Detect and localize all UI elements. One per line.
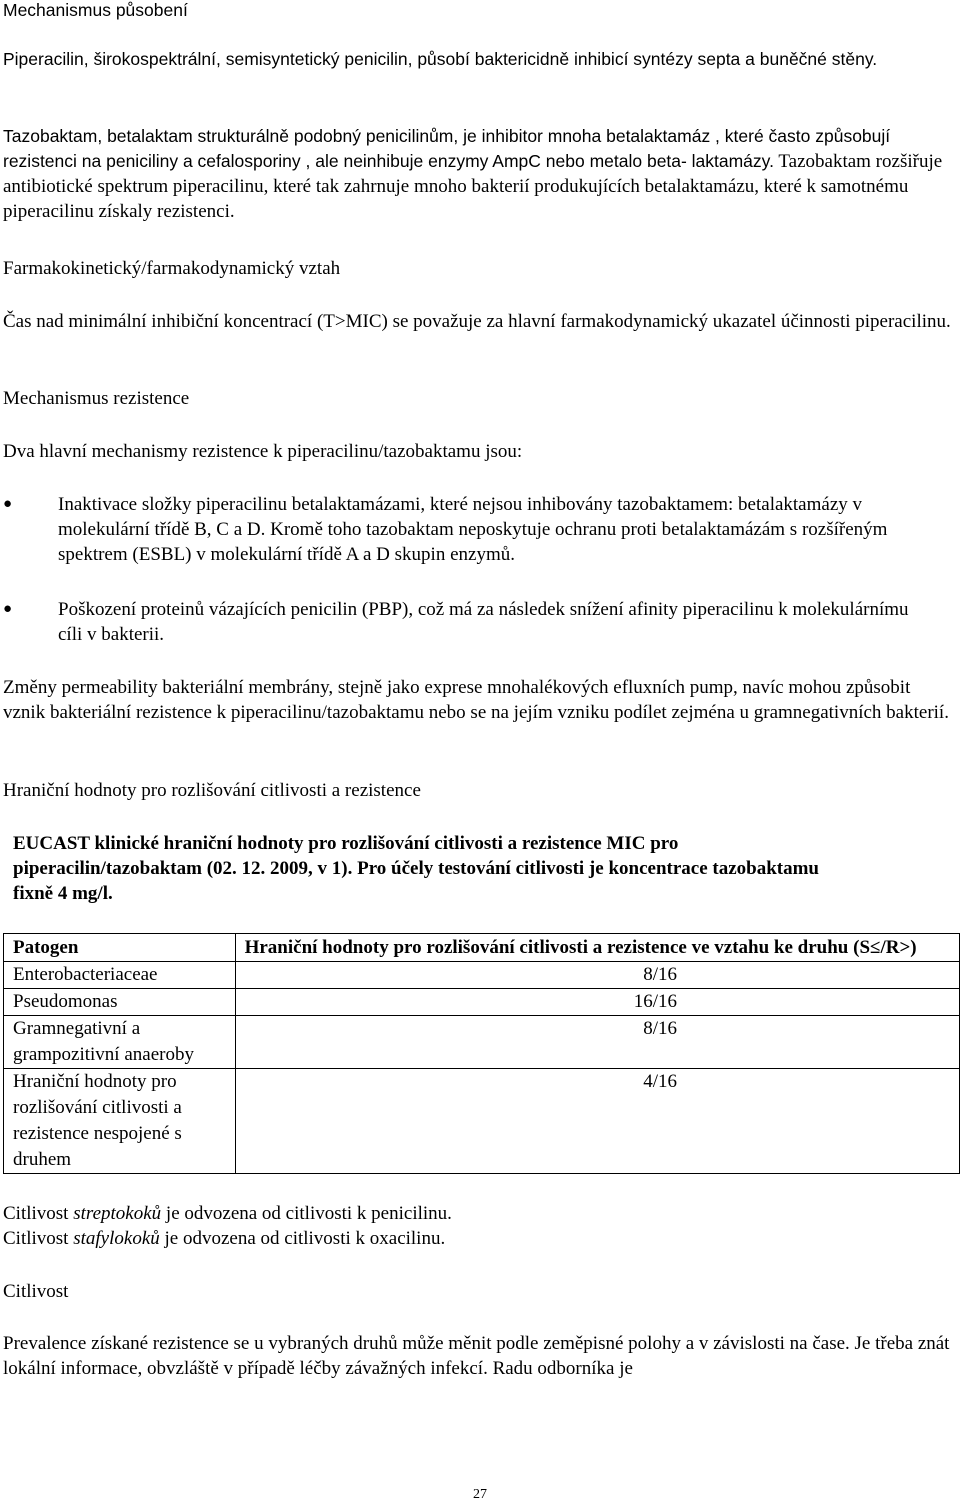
- strep-note-post: je odvozena od citlivosti k penicilinu.: [161, 1203, 452, 1224]
- pathogen-cell: Hraniční hodnoty pro rozlišování citlivosti a rezistence nespojené s druhem: [4, 1069, 236, 1174]
- tazobactam-sans-cont: laktamázy.: [691, 151, 774, 171]
- bullet-item-1: Inaktivace složky piperacilinu betalaktamázami, které nejsou inhibovány tazobaktamem: betalaktamázy v molekulární třídě B, C a D. Kromě toho tazobaktam neposkytuje ochranu proti betalaktamázám s rozšířeným spektrem (ESBL) v molekulární třídě A a D skupin enzymů.: [58, 494, 888, 565]
- table-header-row: [4, 934, 960, 962]
- eucast-title: EUCAST klinické hraniční hodnoty pro rozlišování citlivosti a rezistence MIC pro piperacilin/tazobaktam (02. 12. 2009, v 1). Pro účely testování citlivosti je koncentrace tazobaktamu fixně 4 mg/l.: [13, 833, 819, 904]
- page-number: 27: [473, 1487, 487, 1502]
- pkpd-heading: Farmakokinetický/farmakodynamický vztah: [3, 258, 341, 279]
- breakpoints-heading: Hraniční hodnoty pro rozlišování citlivosti a rezistence: [3, 780, 421, 801]
- header-breakpoints: Hraniční hodnoty pro rozlišování citlivosti a rezistence ve vztahu ke druhu (S≤/R>): [235, 934, 959, 962]
- staph-note-pre: Citlivost: [3, 1228, 74, 1249]
- staph-note-post: je odvozena od citlivosti k oxacilinu.: [159, 1228, 446, 1249]
- table-row: [4, 1069, 960, 1174]
- strep-note-italic: streptokoků: [73, 1203, 162, 1224]
- streptococci-note: [3, 1201, 954, 1226]
- pathogen-cell: Pseudomonas: [4, 989, 236, 1016]
- bullet-item-2: Poškození proteinů vázajících penicilin (PBP), což má za následek snížení afinity piperacilinu k molekulárnímu cíli v bakterii.: [58, 599, 909, 645]
- staphylococci-note: [3, 1226, 954, 1251]
- resistance-intro: Dva hlavní mechanismy rezistence k piperacilinu/tazobaktamu jsou:: [3, 441, 523, 462]
- table-row: [4, 1016, 960, 1069]
- strep-note-pre: Citlivost: [3, 1203, 74, 1224]
- resistance-heading: Mechanismus rezistence: [3, 388, 190, 409]
- pkpd-paragraph: Čas nad minimální inhibiční koncentrací (T>MIC) se považuje za hlavní farmakodynamický ukazatel účinnosti piperacilinu.: [3, 311, 951, 332]
- pathogen-cell: Gramnegativní a grampozitivní anaeroby: [4, 1016, 236, 1069]
- header-pathogen: Patogen: [4, 934, 236, 962]
- pathogen-cell: Enterobacteriaceae: [4, 962, 236, 989]
- breakpoint-cell: 8/16: [235, 962, 959, 989]
- sensitivity-heading: Citlivost: [3, 1281, 69, 1302]
- bullet-dot-1: ●: [3, 496, 13, 512]
- tazobactam-serif-text: Tazobaktam rozšiřuje antibiotické spektrum piperacilinu, které tak zahrnuje mnoho bakterií produkujících betalaktamázu, které k samotnému piperacilinu získaly rezistenci.: [3, 151, 943, 222]
- sensitivity-paragraph: Prevalence získané rezistence se u vybraných druhů může měnit podle zeměpisné polohy a v závislosti na čase. Je třeba znát lokální informace, obvzláště v případě léčby závažných infekcí. Radu odborníka je: [3, 1333, 950, 1379]
- staph-note-italic: stafylokoků: [73, 1228, 160, 1249]
- bullet-dot-2: ●: [3, 601, 13, 617]
- mechanism-paragraph-1: Piperacilin, širokospektrální, semisyntetický penicilin, působí baktericidně inhibicí syntézy septa a buněčné stěny.: [3, 49, 878, 69]
- mechanism-paragraph-2: [3, 124, 954, 224]
- mechanism-heading: Mechanismus působení: [3, 0, 188, 20]
- breakpoint-cell: 8/16: [235, 1016, 959, 1069]
- permeability-paragraph: Změny permeability bakteriální membrány, stejně jako exprese mnohalékových efluxních pump, navíc mohou způsobit vznik bakteriální rezistence k piperacilinu/tazobaktamu nebo se na jejím vzniku podílet zejména u gramnegativních bakterií.: [3, 677, 949, 723]
- table-row: [4, 962, 960, 989]
- breakpoints-table: [3, 933, 960, 1174]
- table-row: [4, 989, 960, 1016]
- tazobactam-sans-text: Tazobaktam, betalaktam strukturálně podobný penicilinům, je inhibitor mnoha betalaktamáz , které často způsobují rezistenci na peniciliny a cefalosporiny , ale neinhibuje enzymy AmpC nebo metalo beta-: [3, 126, 891, 171]
- breakpoint-cell: 16/16: [235, 989, 959, 1016]
- breakpoint-cell: 4/16: [235, 1069, 959, 1174]
